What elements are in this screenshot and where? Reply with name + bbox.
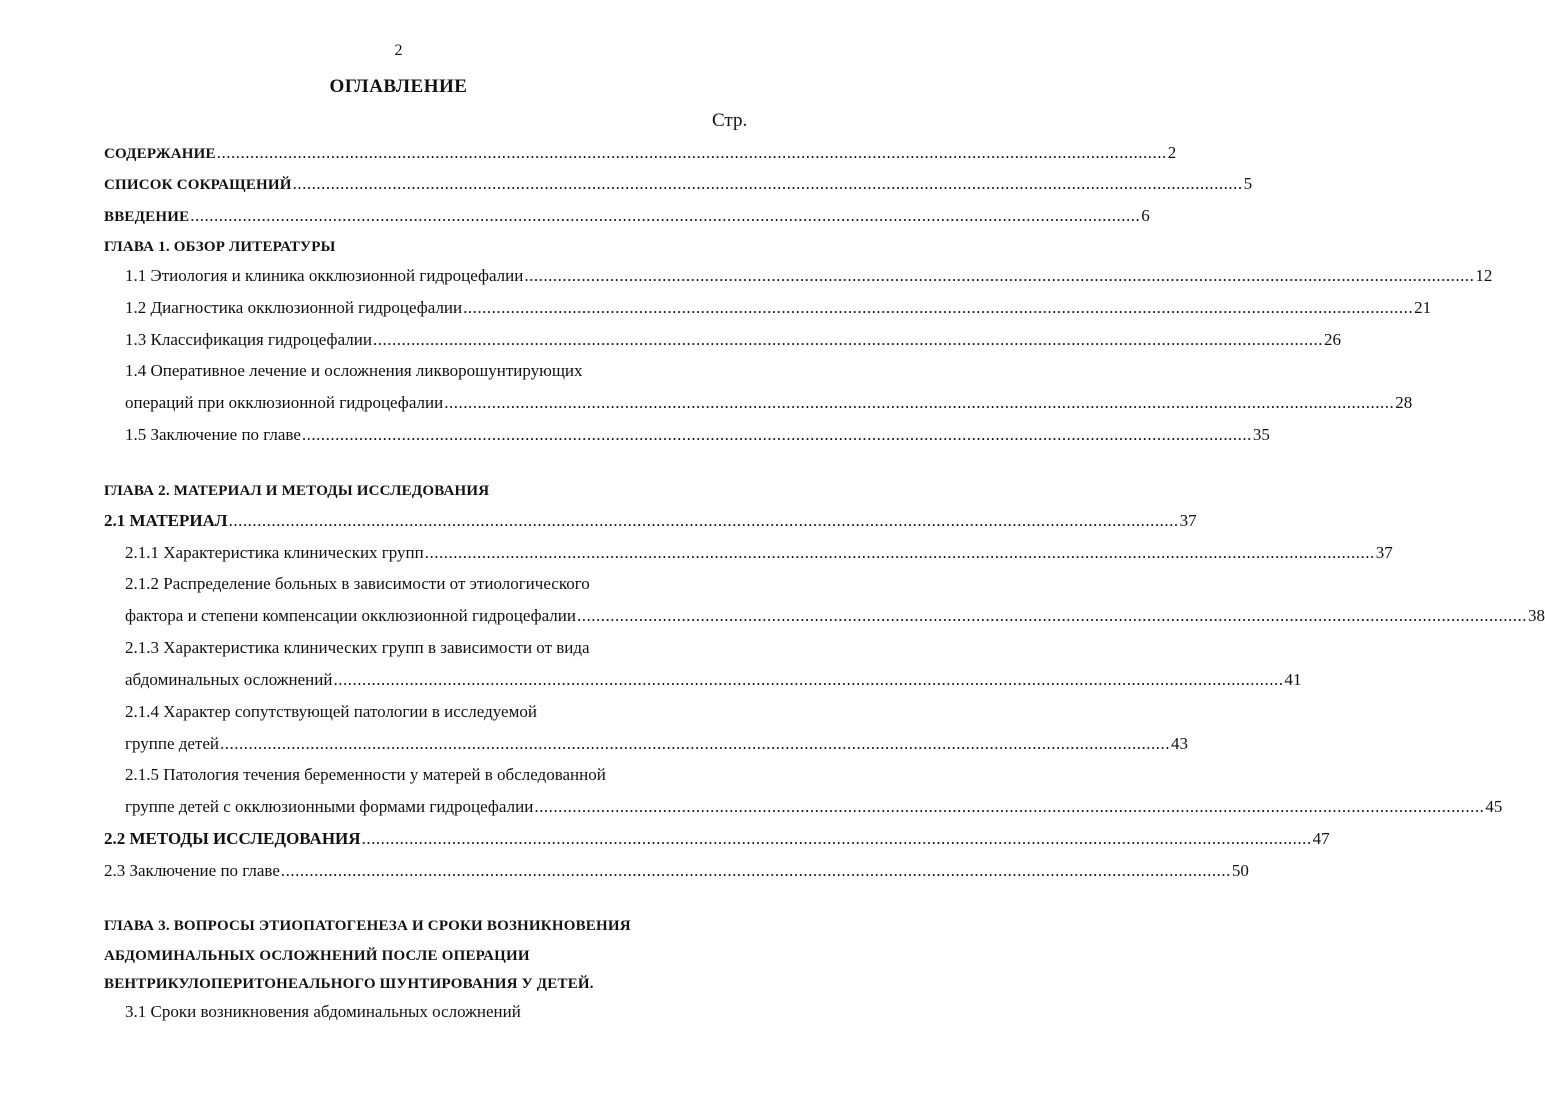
toc-entry-3-1: 3.1 Сроки возникновения абдоминальных осложнений (125, 1002, 521, 1021)
toc-entry-page: 37 (1375, 543, 1393, 562)
toc-entry-page: 28 (1395, 393, 1413, 412)
dot-leader: ........................................................................................................................................................................................................ (372, 330, 1323, 349)
chapter-heading-2: ГЛАВА 2. МАТЕРИАЛ И МЕТОДЫ ИССЛЕДОВАНИЯ (104, 483, 490, 499)
dot-leader: ........................................................................................................................................................................................................ (576, 606, 1527, 625)
toc-entry-label: 2.2 МЕТОДЫ ИССЛЕДОВАНИЯ (104, 829, 361, 848)
toc-entry-label: группе детей (125, 734, 220, 753)
toc-entry-2-1-1 (125, 542, 1393, 564)
toc-entry-2-1-3-line1: 2.1.3 Характеристика клинических групп в зависимости от вида (125, 638, 590, 657)
dot-leader: ........................................................................................................................................................................................................ (301, 425, 1252, 444)
toc-entry-1-4 (125, 392, 1413, 414)
dot-leader: ........................................................................................................................................................................................................ (361, 829, 1312, 848)
dot-leader: ........................................................................................................................................................................................................ (333, 670, 1284, 689)
dot-leader: ........................................................................................................................................................................................................ (463, 298, 1414, 317)
toc-entry-page: 43 (1171, 734, 1189, 753)
toc-entry-label: 2.3 Заключение по главе (104, 861, 280, 880)
dot-leader: ........................................................................................................................................................................................................ (280, 861, 1231, 880)
toc-entry-1-3 (125, 329, 1341, 351)
dot-leader: ........................................................................................................................................................................................................ (444, 393, 1395, 412)
dot-leader: ........................................................................................................................................................................................................ (190, 206, 1141, 225)
dot-leader: ........................................................................................................................................................................................................ (534, 797, 1485, 816)
toc-entry-1-1 (125, 265, 1493, 287)
page-number: 2 (394, 42, 403, 59)
dot-leader: ........................................................................................................................................................................................................ (292, 174, 1243, 193)
toc-entry-label: 2.1 МАТЕРИАЛ (104, 511, 228, 530)
dot-leader: ........................................................................................................................................................................................................ (216, 143, 1167, 162)
toc-entry-page: 50 (1231, 861, 1249, 880)
toc-entry-page: 47 (1312, 829, 1330, 848)
toc-entry-1-2 (125, 297, 1432, 319)
toc-entry-page: 12 (1475, 266, 1493, 285)
page-column-label: Стр. (712, 110, 748, 131)
toc-entry-2-1-5-line1: 2.1.5 Патология течения беременности у матерей в обследованной (125, 765, 606, 784)
toc-entry-page: 45 (1485, 797, 1503, 816)
toc-entry-label: группе детей с окклюзионными формами гидроцефалии (125, 797, 534, 816)
toc-entry-label: ВВЕДЕНИЕ (104, 209, 190, 225)
toc-entry-2-1-3 (125, 669, 1302, 691)
chapter-heading-1: ГЛАВА 1. ОБЗОР ЛИТЕРАТУРЫ (104, 239, 336, 255)
toc-entry-page: 26 (1323, 330, 1341, 349)
toc-entry-abbreviations (104, 173, 1253, 196)
toc-entry-2-1 (104, 510, 1197, 532)
dot-leader: ........................................................................................................................................................................................................ (524, 266, 1475, 285)
dot-leader: ........................................................................................................................................................................................................ (424, 543, 1375, 562)
toc-entry-page: 41 (1284, 670, 1302, 689)
toc-entry-page: 35 (1252, 425, 1270, 444)
toc-entry-label: абдоминальных осложнений (125, 670, 333, 689)
toc-entry-1-4-line1: 1.4 Оперативное лечение и осложнения ликворошунтирующих (125, 361, 583, 380)
toc-entry-label: 1.5 Заключение по главе (125, 425, 301, 444)
chapter-heading-3-line1: ГЛАВА 3. ВОПРОСЫ ЭТИОПАТОГЕНЕЗА И СРОКИ ВОЗНИКНОВЕНИЯ (104, 918, 631, 934)
toc-entry-label: 1.3 Классификация гидроцефалии (125, 330, 372, 349)
toc-entry-introduction (104, 205, 1150, 228)
toc-entry-2-1-4 (125, 733, 1189, 755)
toc-entry-page: 2 (1167, 143, 1177, 162)
toc-entry-2-1-2-line1: 2.1.2 Распределение больных в зависимости от этиологического (125, 574, 590, 593)
toc-entry-2-1-4-line1: 2.1.4 Характер сопутствующей патологии в исследуемой (125, 702, 537, 721)
toc-entry-page: 38 (1527, 606, 1545, 625)
toc-entry-page: 21 (1414, 298, 1432, 317)
chapter-heading-3-line2: АБДОМИНАЛЬНЫХ ОСЛОЖНЕНИЙ ПОСЛЕ ОПЕРАЦИИ (104, 948, 530, 964)
toc-entry-label: операций при окклюзионной гидроцефалии (125, 393, 444, 412)
page-title: ОГЛАВЛЕНИЕ (329, 76, 468, 97)
toc-entry-page: 5 (1243, 174, 1253, 193)
toc-entry-label: СПИСОК СОКРАЩЕНИЙ (104, 177, 292, 193)
dot-leader: ........................................................................................................................................................................................................ (220, 734, 1171, 753)
toc-entry-2-1-2 (125, 605, 1545, 627)
toc-entry-2-1-5 (125, 796, 1503, 818)
toc-entry-contents (104, 142, 1177, 165)
toc-entry-label: 1.1 Этиология и клиника окклюзионной гидроцефалии (125, 266, 524, 285)
toc-entry-page: 6 (1141, 206, 1150, 225)
toc-entry-1-5 (125, 424, 1270, 446)
toc-entry-page: 37 (1179, 511, 1197, 530)
toc-entry-label: СОДЕРЖАНИЕ (104, 146, 216, 162)
dot-leader: ........................................................................................................................................................................................................ (228, 511, 1179, 530)
toc-entry-label: 1.2 Диагностика окклюзионной гидроцефалии (125, 298, 463, 317)
toc-entry-2-2 (104, 828, 1330, 850)
toc-entry-label: фактора и степени компенсации окклюзионной гидроцефалии (125, 606, 576, 625)
chapter-heading-3-line3: ВЕНТРИКУЛОПЕРИТОНЕАЛЬНОГО ШУНТИРОВАНИЯ У ДЕТЕЙ. (104, 976, 594, 992)
toc-entry-label: 2.1.1 Характеристика клинических групп (125, 543, 424, 562)
toc-entry-2-3 (104, 860, 1249, 882)
